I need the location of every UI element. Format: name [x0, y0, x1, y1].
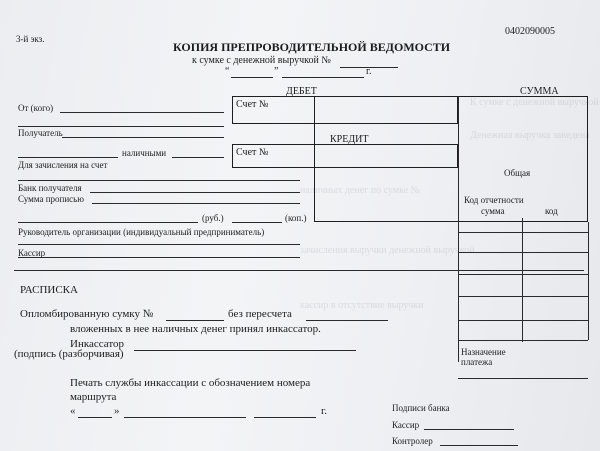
payee-field-line — [62, 137, 224, 138]
amount-words-line-2 — [18, 222, 198, 223]
controller-line — [440, 445, 518, 446]
sealed-bag-label: Опломбированную сумку № — [20, 308, 154, 320]
bank-field-line — [90, 192, 300, 193]
document-subtitle: к сумке с денежной выручкой № — [192, 55, 331, 66]
credit-account-label: Счет № — [236, 147, 269, 158]
bleed-through-text: кассир в отсутствие выручки — [300, 300, 424, 311]
from-label: От (кого) — [18, 103, 54, 113]
copy-label: 3-й экз. — [16, 34, 45, 44]
document-title: КОПИЯ ПРЕПРОВОДИТЕЛЬНОЙ ВЕДОМОСТИ — [173, 40, 451, 54]
receipt-date-quote-open: « — [70, 405, 76, 417]
receipt-date-quote-close: » — [114, 405, 120, 417]
amount-box-divider — [458, 96, 459, 222]
debit-account-label: Счет № — [236, 99, 269, 110]
report-row-line — [458, 252, 588, 253]
kop-field-line — [232, 222, 282, 223]
sealed-bag-number-line — [166, 320, 224, 321]
report-code-col: код — [545, 206, 558, 216]
receipt-date-year-line — [254, 417, 316, 418]
amount-header: СУММА — [520, 86, 559, 97]
report-table-right — [588, 222, 589, 340]
without-count-label: без пересчета — [228, 308, 292, 320]
head-label: Руководитель организации (индивидуальный предприниматель) — [18, 227, 265, 237]
payment-purpose-bottom — [458, 378, 588, 379]
receipt-title: РАСПИСКА — [20, 284, 78, 296]
credit-to-label: Для зачисления на счет — [18, 160, 108, 170]
collector-accepted-text: вложенных в нее наличных денег принял инкассатор. — [70, 323, 321, 335]
head-signature-line — [18, 244, 300, 245]
debit-header: ДЕБЕТ — [286, 86, 317, 97]
amount-words-label: Сумма прописью — [18, 194, 85, 204]
receipt-date-day-line — [78, 417, 112, 418]
signature-legible-label: (подпись (разборчивая) — [14, 348, 124, 360]
date-day-line — [231, 77, 273, 78]
cash-amount-line — [18, 157, 118, 158]
kop-label: (коп.) — [285, 213, 307, 223]
report-row-line — [458, 340, 588, 341]
stamp-text-line-2: маршрута — [70, 391, 117, 403]
report-sum-col: сумма — [481, 206, 505, 216]
credit-to-line — [18, 180, 300, 181]
collector-label: Инкассатор — [70, 338, 125, 350]
without-count-line — [306, 320, 388, 321]
bank-label: Банк получателя — [18, 183, 82, 193]
date-quote-open: “ — [225, 66, 230, 77]
date-year-suffix: г. — [366, 66, 372, 77]
total-label: Общая — [504, 168, 531, 178]
form-code: 0402090005 — [505, 26, 555, 37]
cash-field-line — [172, 157, 224, 158]
date-quote-close: ” — [274, 66, 279, 77]
bleed-through-text: К сумке с денежной выручкой — [470, 97, 599, 108]
payment-purpose-label-2: платежа — [461, 357, 493, 367]
bleed-through-text: Денежная выручка заведена — [470, 130, 590, 141]
report-code-label: Код отчетности — [464, 195, 524, 205]
receipt-date-month-line — [124, 417, 246, 418]
report-row-line — [458, 296, 588, 297]
stamp-text-line-1: Печать службы инкассации с обозначением номера — [70, 377, 311, 389]
cashier-signature-line — [18, 257, 300, 258]
date-month-line — [282, 77, 364, 78]
report-table-left — [458, 222, 459, 362]
collector-signature-line — [134, 350, 356, 351]
amount-box — [314, 96, 588, 222]
payment-purpose-label: Назначение — [461, 347, 506, 357]
report-row-line — [458, 232, 588, 233]
bank-signatures-label: Подписи банка — [392, 403, 450, 413]
from-field-line — [60, 112, 224, 113]
controller-label: Контролер — [392, 436, 433, 446]
bleed-through-text: зачисления выручки денежной выручкой — [300, 245, 475, 256]
section-separator — [14, 270, 584, 271]
report-table-mid — [522, 218, 523, 342]
amount-words-line — [92, 203, 300, 204]
receipt-year-suffix: г. — [321, 405, 328, 417]
bank-cashier-line — [424, 429, 514, 430]
bleed-through-text: наличных денег по сумке № — [300, 185, 421, 196]
credit-header: КРЕДИТ — [330, 134, 369, 145]
report-row-line — [458, 274, 588, 275]
payee-label: Получатель — [18, 128, 63, 138]
cashier-label: Кассир — [18, 248, 46, 258]
report-row-line — [458, 320, 588, 321]
from-field-line-2 — [18, 126, 224, 127]
cash-label: наличными — [122, 148, 167, 158]
bank-cashier-label: Кассир — [392, 420, 420, 430]
rub-label: (руб.) — [202, 213, 224, 223]
